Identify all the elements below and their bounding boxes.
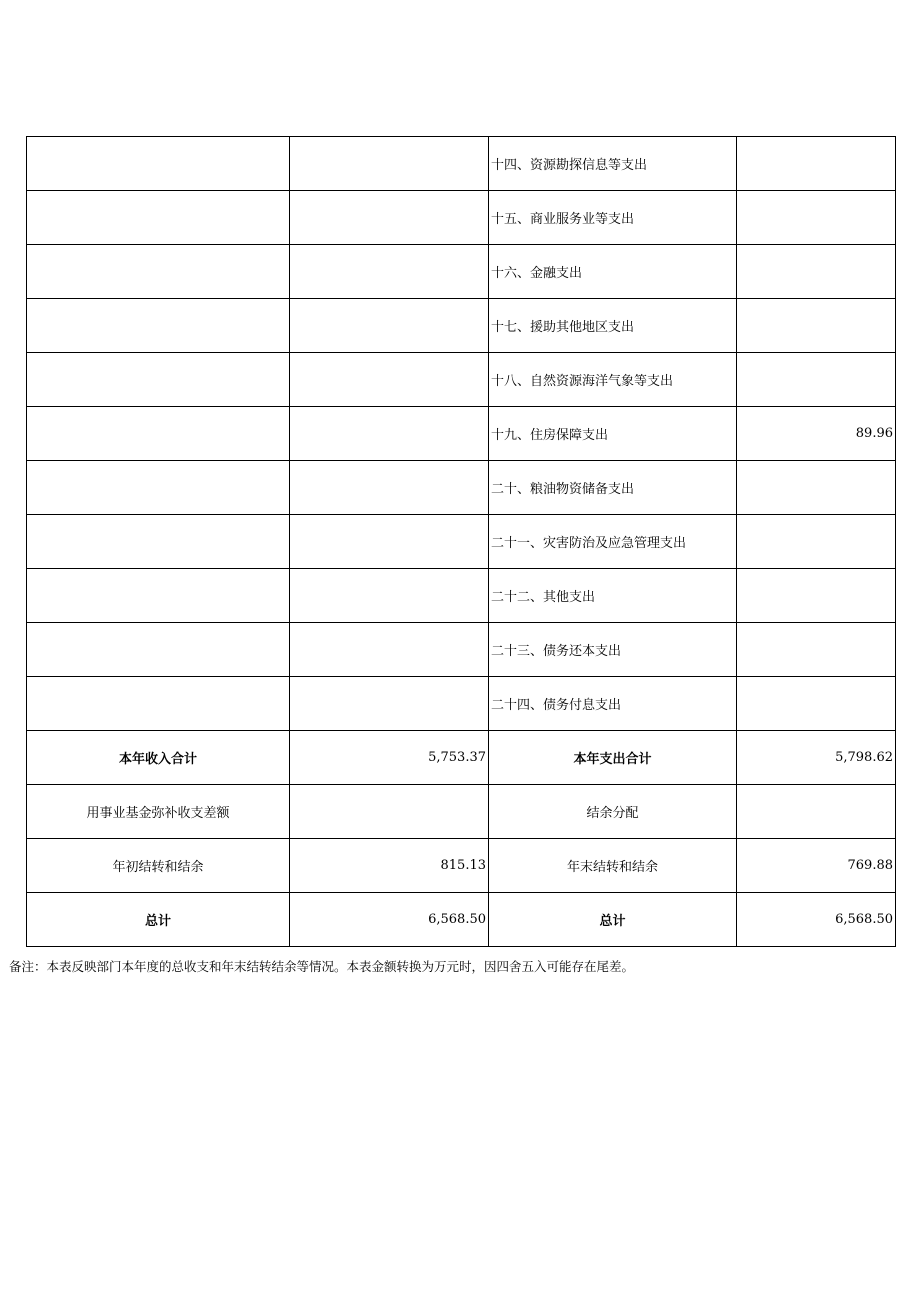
summary-rows [27,731,896,947]
income-value-cell [290,677,489,731]
income-item-cell [27,353,290,407]
table-row [27,191,896,245]
table-row [27,407,896,461]
table-row [27,677,896,731]
budget-table [26,136,896,947]
expenditure-item-name: 十五、商业服务业等支出 [489,191,737,245]
income-value-cell [290,569,489,623]
table-row [27,299,896,353]
expenditure-item-value [737,677,896,731]
surplus-allocation-label: 结余分配 [489,785,737,839]
expense-total-label: 本年支出合计 [489,731,737,785]
expenditure-item-value [737,515,896,569]
income-item-cell [27,515,290,569]
grand-total-row [27,893,896,947]
expenditure-item-value: 89.96 [737,407,896,461]
expenditure-item-name: 十九、住房保障支出 [489,407,737,461]
opening-balance-value: 815.13 [290,839,489,893]
expenditure-item-name: 十六、金融支出 [489,245,737,299]
grand-total-right-label: 总计 [489,893,737,947]
income-total-label: 本年收入合计 [27,731,290,785]
expense-total-value: 5,798.62 [737,731,896,785]
expenditure-item-value [737,191,896,245]
expenditure-item-name: 十八、自然资源海洋气象等支出 [489,353,737,407]
expenditure-item-value [737,245,896,299]
table-row [27,461,896,515]
table-row [27,137,896,191]
income-total-value: 5,753.37 [290,731,489,785]
expenditure-item-value [737,353,896,407]
income-item-cell [27,407,290,461]
opening-balance-label: 年初结转和结余 [27,839,290,893]
income-value-cell [290,191,489,245]
income-value-cell [290,623,489,677]
income-expense-total-row [27,731,896,785]
income-value-cell [290,407,489,461]
income-value-cell [290,137,489,191]
income-value-cell [290,299,489,353]
expenditure-item-name: 二十三、债务还本支出 [489,623,737,677]
table-row [27,569,896,623]
closing-balance-label: 年末结转和结余 [489,839,737,893]
expenditure-item-value [737,137,896,191]
income-item-cell [27,461,290,515]
income-item-cell [27,299,290,353]
fund-offset-row [27,785,896,839]
expenditure-item-name: 二十二、其他支出 [489,569,737,623]
table-row [27,353,896,407]
income-value-cell [290,353,489,407]
income-value-cell [290,245,489,299]
grand-total-left-label: 总计 [27,893,290,947]
table-row [27,623,896,677]
income-value-cell [290,461,489,515]
income-item-cell [27,623,290,677]
surplus-allocation-value [737,785,896,839]
expenditure-item-value [737,623,896,677]
fund-offset-value [290,785,489,839]
expenditure-item-name: 二十、粮油物资储备支出 [489,461,737,515]
balance-row [27,839,896,893]
expenditure-item-name: 十七、援助其他地区支出 [489,299,737,353]
expenditure-item-name: 二十一、灾害防治及应急管理支出 [489,515,737,569]
grand-total-left-value: 6,568.50 [290,893,489,947]
table-row [27,245,896,299]
income-item-cell [27,569,290,623]
fund-offset-label: 用事业基金弥补收支差额 [27,785,290,839]
expenditure-item-value [737,299,896,353]
income-item-cell [27,245,290,299]
income-item-cell [27,191,290,245]
table-row [27,515,896,569]
expenditure-item-name: 十四、资源勘探信息等支出 [489,137,737,191]
grand-total-right-value: 6,568.50 [737,893,896,947]
expenditure-item-value [737,461,896,515]
income-item-cell [27,677,290,731]
income-value-cell [290,515,489,569]
income-item-cell [27,137,290,191]
expenditure-rows [27,137,896,731]
table-note: 备注：本表反映部门本年度的总收支和年末结转结余等情况。本表金额转换为万元时，因四舍五入可能存在尾差。 [9,959,635,974]
closing-balance-value: 769.88 [737,839,896,893]
expenditure-item-name: 二十四、债务付息支出 [489,677,737,731]
expenditure-item-value [737,569,896,623]
